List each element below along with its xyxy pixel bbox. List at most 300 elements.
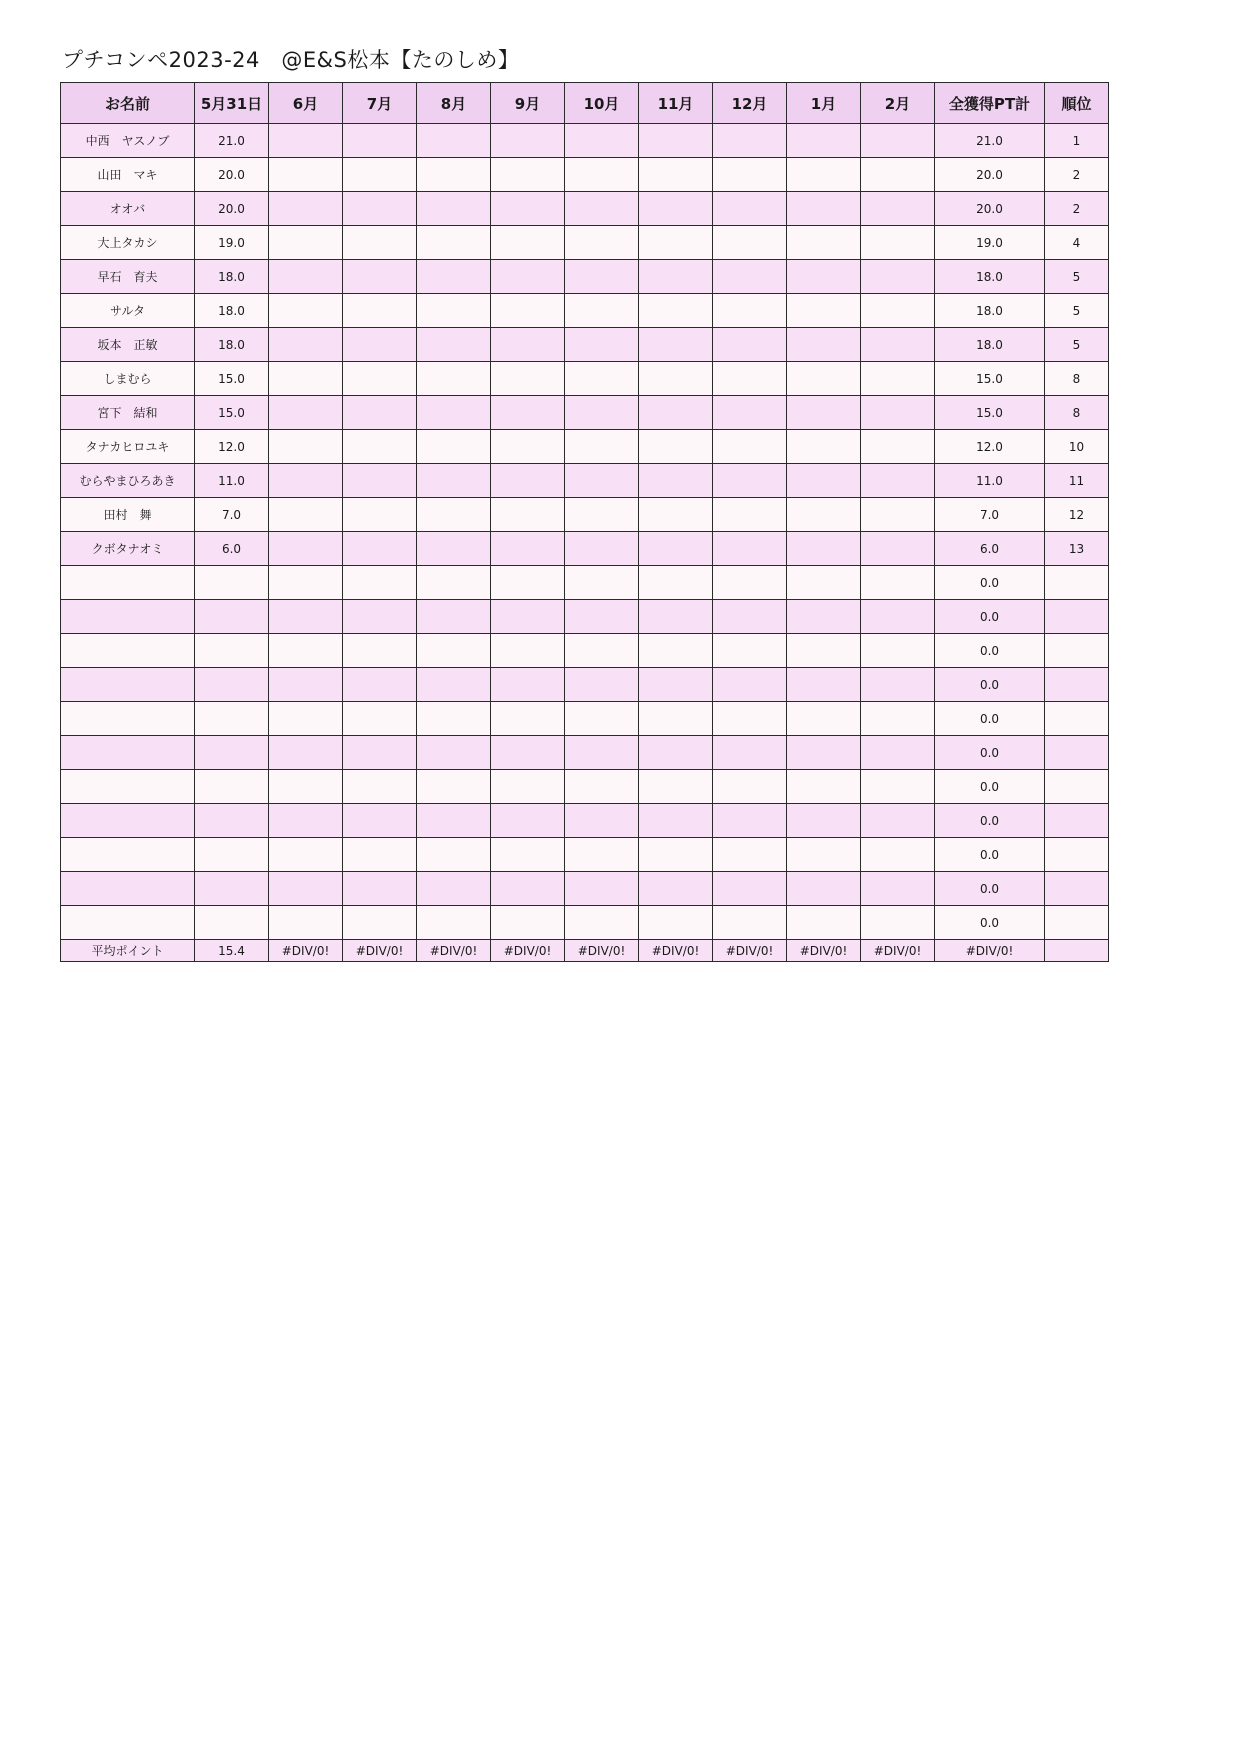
november-cell xyxy=(639,430,713,464)
january-cell xyxy=(787,158,861,192)
total-cell: 0.0 xyxy=(935,600,1045,634)
october-cell xyxy=(565,600,639,634)
table-row xyxy=(61,906,1109,940)
august-cell xyxy=(417,396,491,430)
may31-cell: 15.0 xyxy=(195,362,269,396)
july-cell xyxy=(343,192,417,226)
rank-cell xyxy=(1045,838,1109,872)
table-row xyxy=(61,702,1109,736)
december-cell xyxy=(713,668,787,702)
october-cell xyxy=(565,668,639,702)
may31-cell: 12.0 xyxy=(195,430,269,464)
december-cell xyxy=(713,498,787,532)
october-cell xyxy=(565,838,639,872)
rank-cell: 1 xyxy=(1045,124,1109,158)
september-cell xyxy=(491,838,565,872)
february-cell xyxy=(861,600,935,634)
october-cell xyxy=(565,192,639,226)
october-cell xyxy=(565,872,639,906)
june-cell xyxy=(269,702,343,736)
may31-cell: 18.0 xyxy=(195,260,269,294)
december-cell xyxy=(713,328,787,362)
july-cell xyxy=(343,634,417,668)
name-cell: むらやまひろあき xyxy=(61,464,195,498)
table-row xyxy=(61,600,1109,634)
october-cell xyxy=(565,736,639,770)
september-cell xyxy=(491,124,565,158)
may31-cell: 18.0 xyxy=(195,294,269,328)
november-cell xyxy=(639,532,713,566)
july-cell xyxy=(343,872,417,906)
november-cell xyxy=(639,226,713,260)
february-cell xyxy=(861,770,935,804)
september-cell xyxy=(491,872,565,906)
name-cell xyxy=(61,566,195,600)
september-cell xyxy=(491,260,565,294)
name-cell: 中西 ヤスノブ xyxy=(61,124,195,158)
table-row xyxy=(61,464,1109,498)
june-cell xyxy=(269,600,343,634)
september-cell xyxy=(491,430,565,464)
may31-cell: 15.0 xyxy=(195,396,269,430)
november-cell xyxy=(639,396,713,430)
september-cell xyxy=(491,532,565,566)
july-cell xyxy=(343,430,417,464)
november-cell xyxy=(639,906,713,940)
june-cell xyxy=(269,192,343,226)
table-row xyxy=(61,634,1109,668)
november-cell xyxy=(639,770,713,804)
july-cell xyxy=(343,396,417,430)
september-cell xyxy=(491,736,565,770)
october-cell xyxy=(565,770,639,804)
total-cell: 0.0 xyxy=(935,872,1045,906)
table-row xyxy=(61,328,1109,362)
rank-cell xyxy=(1045,906,1109,940)
december-cell xyxy=(713,600,787,634)
rank-cell: 2 xyxy=(1045,192,1109,226)
name-cell: クボタナオミ xyxy=(61,532,195,566)
name-cell: 宮下 結和 xyxy=(61,396,195,430)
october-cell xyxy=(565,260,639,294)
august-cell xyxy=(417,294,491,328)
november-cell xyxy=(639,668,713,702)
total-cell: 19.0 xyxy=(935,226,1045,260)
november-cell xyxy=(639,260,713,294)
july-cell xyxy=(343,702,417,736)
may31-cell: 20.0 xyxy=(195,158,269,192)
january-cell xyxy=(787,498,861,532)
name-cell xyxy=(61,668,195,702)
february-cell xyxy=(861,498,935,532)
average-may31-cell: 15.4 xyxy=(195,940,269,962)
october-cell xyxy=(565,498,639,532)
total-cell: 18.0 xyxy=(935,260,1045,294)
september-cell xyxy=(491,668,565,702)
name-cell: 田村 舞 xyxy=(61,498,195,532)
august-cell xyxy=(417,872,491,906)
september-cell xyxy=(491,192,565,226)
table-row xyxy=(61,532,1109,566)
october-cell xyxy=(565,634,639,668)
october-cell xyxy=(565,158,639,192)
name-cell: 早石 育夫 xyxy=(61,260,195,294)
average-june-cell: #DIV/0! xyxy=(269,940,343,962)
table-row xyxy=(61,770,1109,804)
january-cell xyxy=(787,260,861,294)
june-cell xyxy=(269,124,343,158)
average-november-cell: #DIV/0! xyxy=(639,940,713,962)
header-name: お名前 xyxy=(61,83,195,124)
average-august-cell: #DIV/0! xyxy=(417,940,491,962)
may31-cell xyxy=(195,736,269,770)
may31-cell: 20.0 xyxy=(195,192,269,226)
average-october-cell: #DIV/0! xyxy=(565,940,639,962)
name-cell xyxy=(61,770,195,804)
november-cell xyxy=(639,566,713,600)
june-cell xyxy=(269,906,343,940)
january-cell xyxy=(787,328,861,362)
total-cell: 0.0 xyxy=(935,668,1045,702)
rank-cell: 12 xyxy=(1045,498,1109,532)
january-cell xyxy=(787,566,861,600)
table-row xyxy=(61,872,1109,906)
name-cell: オオバ xyxy=(61,192,195,226)
rank-cell: 4 xyxy=(1045,226,1109,260)
table-row xyxy=(61,124,1109,158)
average-december-cell: #DIV/0! xyxy=(713,940,787,962)
january-cell xyxy=(787,804,861,838)
november-cell xyxy=(639,294,713,328)
average-label: 平均ポイント xyxy=(61,940,195,962)
may31-cell xyxy=(195,668,269,702)
rank-cell: 5 xyxy=(1045,294,1109,328)
rank-cell xyxy=(1045,804,1109,838)
february-cell xyxy=(861,736,935,770)
september-cell xyxy=(491,498,565,532)
may31-cell xyxy=(195,804,269,838)
table-row xyxy=(61,566,1109,600)
rank-cell xyxy=(1045,872,1109,906)
rank-cell: 13 xyxy=(1045,532,1109,566)
august-cell xyxy=(417,464,491,498)
rank-cell: 10 xyxy=(1045,430,1109,464)
february-cell xyxy=(861,226,935,260)
august-cell xyxy=(417,668,491,702)
july-cell xyxy=(343,260,417,294)
total-cell: 0.0 xyxy=(935,804,1045,838)
june-cell xyxy=(269,770,343,804)
average-july-cell: #DIV/0! xyxy=(343,940,417,962)
february-cell xyxy=(861,566,935,600)
july-cell xyxy=(343,532,417,566)
october-cell xyxy=(565,328,639,362)
october-cell xyxy=(565,396,639,430)
february-cell xyxy=(861,906,935,940)
september-cell xyxy=(491,906,565,940)
june-cell xyxy=(269,430,343,464)
may31-cell xyxy=(195,770,269,804)
july-cell xyxy=(343,668,417,702)
may31-cell xyxy=(195,566,269,600)
may31-cell: 19.0 xyxy=(195,226,269,260)
december-cell xyxy=(713,532,787,566)
may31-cell xyxy=(195,872,269,906)
average-september-cell: #DIV/0! xyxy=(491,940,565,962)
may31-cell xyxy=(195,600,269,634)
august-cell xyxy=(417,736,491,770)
november-cell xyxy=(639,328,713,362)
september-cell xyxy=(491,396,565,430)
total-cell: 0.0 xyxy=(935,770,1045,804)
december-cell xyxy=(713,736,787,770)
june-cell xyxy=(269,634,343,668)
header-january: 1月 xyxy=(787,83,861,124)
september-cell xyxy=(491,634,565,668)
december-cell xyxy=(713,770,787,804)
header-december: 12月 xyxy=(713,83,787,124)
january-cell xyxy=(787,294,861,328)
header-august: 8月 xyxy=(417,83,491,124)
total-cell: 0.0 xyxy=(935,736,1045,770)
august-cell xyxy=(417,430,491,464)
january-cell xyxy=(787,770,861,804)
may31-cell: 11.0 xyxy=(195,464,269,498)
total-cell: 0.0 xyxy=(935,702,1045,736)
july-cell xyxy=(343,498,417,532)
june-cell xyxy=(269,158,343,192)
december-cell xyxy=(713,838,787,872)
table-row xyxy=(61,430,1109,464)
january-cell xyxy=(787,362,861,396)
december-cell xyxy=(713,906,787,940)
december-cell xyxy=(713,192,787,226)
january-cell xyxy=(787,668,861,702)
rank-cell xyxy=(1045,634,1109,668)
october-cell xyxy=(565,532,639,566)
december-cell xyxy=(713,872,787,906)
rank-cell xyxy=(1045,702,1109,736)
total-cell: 18.0 xyxy=(935,328,1045,362)
july-cell xyxy=(343,804,417,838)
july-cell xyxy=(343,362,417,396)
header-july: 7月 xyxy=(343,83,417,124)
november-cell xyxy=(639,192,713,226)
august-cell xyxy=(417,634,491,668)
january-cell xyxy=(787,906,861,940)
february-cell xyxy=(861,260,935,294)
september-cell xyxy=(491,600,565,634)
may31-cell xyxy=(195,702,269,736)
name-cell xyxy=(61,702,195,736)
december-cell xyxy=(713,464,787,498)
february-cell xyxy=(861,872,935,906)
june-cell xyxy=(269,566,343,600)
header-total-points: 全獲得PT計 xyxy=(935,83,1045,124)
january-cell xyxy=(787,464,861,498)
february-cell xyxy=(861,158,935,192)
table-row xyxy=(61,226,1109,260)
june-cell xyxy=(269,838,343,872)
august-cell xyxy=(417,566,491,600)
header-may31: 5月31日 xyxy=(195,83,269,124)
august-cell xyxy=(417,770,491,804)
table-row xyxy=(61,294,1109,328)
november-cell xyxy=(639,838,713,872)
february-cell xyxy=(861,396,935,430)
september-cell xyxy=(491,702,565,736)
total-cell: 12.0 xyxy=(935,430,1045,464)
february-cell xyxy=(861,294,935,328)
september-cell xyxy=(491,770,565,804)
january-cell xyxy=(787,396,861,430)
february-cell xyxy=(861,532,935,566)
table-row xyxy=(61,838,1109,872)
average-rank-cell xyxy=(1045,940,1109,962)
july-cell xyxy=(343,124,417,158)
july-cell xyxy=(343,328,417,362)
may31-cell xyxy=(195,906,269,940)
table-row xyxy=(61,396,1109,430)
september-cell xyxy=(491,804,565,838)
average-total-cell: #DIV/0! xyxy=(935,940,1045,962)
name-cell xyxy=(61,600,195,634)
total-cell: 20.0 xyxy=(935,192,1045,226)
january-cell xyxy=(787,192,861,226)
table-row xyxy=(61,362,1109,396)
february-cell xyxy=(861,192,935,226)
july-cell xyxy=(343,464,417,498)
rank-cell: 2 xyxy=(1045,158,1109,192)
august-cell xyxy=(417,158,491,192)
november-cell xyxy=(639,872,713,906)
august-cell xyxy=(417,600,491,634)
february-cell xyxy=(861,430,935,464)
december-cell xyxy=(713,226,787,260)
november-cell xyxy=(639,464,713,498)
july-cell xyxy=(343,736,417,770)
table-row xyxy=(61,260,1109,294)
february-cell xyxy=(861,804,935,838)
december-cell xyxy=(713,430,787,464)
total-cell: 18.0 xyxy=(935,294,1045,328)
november-cell xyxy=(639,124,713,158)
december-cell xyxy=(713,566,787,600)
august-cell xyxy=(417,226,491,260)
name-cell xyxy=(61,804,195,838)
may31-cell xyxy=(195,634,269,668)
september-cell xyxy=(491,328,565,362)
july-cell xyxy=(343,294,417,328)
june-cell xyxy=(269,328,343,362)
june-cell xyxy=(269,362,343,396)
header-february: 2月 xyxy=(861,83,935,124)
august-cell xyxy=(417,838,491,872)
table-body xyxy=(61,124,1109,940)
september-cell xyxy=(491,362,565,396)
july-cell xyxy=(343,600,417,634)
december-cell xyxy=(713,294,787,328)
rank-cell: 8 xyxy=(1045,362,1109,396)
total-cell: 15.0 xyxy=(935,396,1045,430)
august-cell xyxy=(417,362,491,396)
december-cell xyxy=(713,260,787,294)
january-cell xyxy=(787,532,861,566)
june-cell xyxy=(269,736,343,770)
total-cell: 0.0 xyxy=(935,634,1045,668)
august-cell xyxy=(417,328,491,362)
name-cell: しまむら xyxy=(61,362,195,396)
rank-cell xyxy=(1045,600,1109,634)
october-cell xyxy=(565,702,639,736)
name-cell: 大上タカシ xyxy=(61,226,195,260)
january-cell xyxy=(787,226,861,260)
rank-cell xyxy=(1045,770,1109,804)
june-cell xyxy=(269,532,343,566)
may31-cell: 6.0 xyxy=(195,532,269,566)
october-cell xyxy=(565,362,639,396)
total-cell: 15.0 xyxy=(935,362,1045,396)
november-cell xyxy=(639,702,713,736)
name-cell xyxy=(61,838,195,872)
august-cell xyxy=(417,498,491,532)
name-cell: タナカヒロユキ xyxy=(61,430,195,464)
june-cell xyxy=(269,260,343,294)
total-cell: 0.0 xyxy=(935,906,1045,940)
table-row xyxy=(61,668,1109,702)
rank-cell xyxy=(1045,736,1109,770)
september-cell xyxy=(491,464,565,498)
january-cell xyxy=(787,124,861,158)
january-cell xyxy=(787,702,861,736)
november-cell xyxy=(639,362,713,396)
score-table xyxy=(60,82,1109,962)
table-row xyxy=(61,158,1109,192)
february-cell xyxy=(861,838,935,872)
header-september: 9月 xyxy=(491,83,565,124)
august-cell xyxy=(417,702,491,736)
october-cell xyxy=(565,804,639,838)
november-cell xyxy=(639,158,713,192)
may31-cell xyxy=(195,838,269,872)
june-cell xyxy=(269,804,343,838)
rank-cell: 11 xyxy=(1045,464,1109,498)
august-cell xyxy=(417,260,491,294)
january-cell xyxy=(787,634,861,668)
name-cell: サルタ xyxy=(61,294,195,328)
name-cell xyxy=(61,736,195,770)
name-cell: 山田 マキ xyxy=(61,158,195,192)
may31-cell: 7.0 xyxy=(195,498,269,532)
total-cell: 20.0 xyxy=(935,158,1045,192)
name-cell xyxy=(61,872,195,906)
total-cell: 0.0 xyxy=(935,566,1045,600)
june-cell xyxy=(269,872,343,906)
rank-cell: 5 xyxy=(1045,328,1109,362)
february-cell xyxy=(861,124,935,158)
august-cell xyxy=(417,532,491,566)
header-row xyxy=(61,83,1109,124)
header-november: 11月 xyxy=(639,83,713,124)
october-cell xyxy=(565,226,639,260)
page-title: プチコンペ2023-24 @E&S松本【たのしめ】 xyxy=(62,48,520,72)
december-cell xyxy=(713,804,787,838)
rank-cell xyxy=(1045,668,1109,702)
may31-cell: 18.0 xyxy=(195,328,269,362)
total-cell: 7.0 xyxy=(935,498,1045,532)
may31-cell: 21.0 xyxy=(195,124,269,158)
september-cell xyxy=(491,566,565,600)
